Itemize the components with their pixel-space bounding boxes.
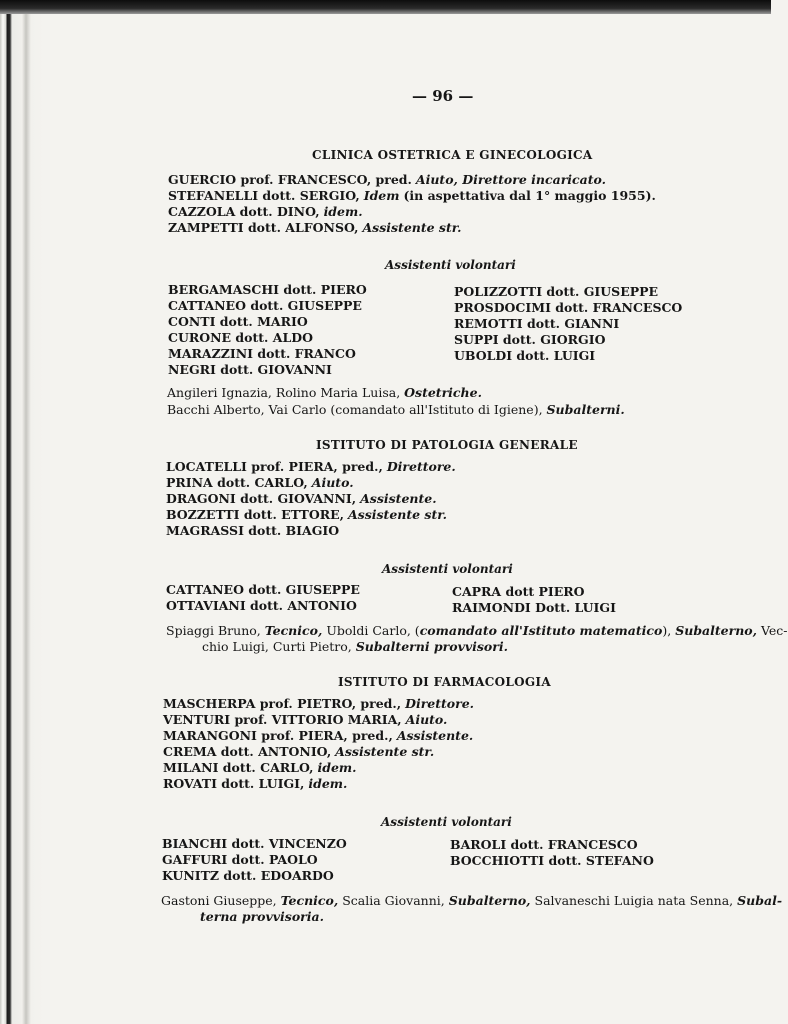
page-number: — 96 — <box>412 87 474 105</box>
volunteer-left: CURONE dott. ALDO <box>168 330 313 345</box>
volunteer-left: CONTI dott. MARIO <box>168 314 308 329</box>
volunteer-right: SUPPI dott. GIORGIO <box>454 332 606 347</box>
support-staff-note-continued: terna provvisoria. <box>200 909 324 924</box>
volunteer-left: CATTANEO dott. GIUSEPPE <box>168 298 362 313</box>
volunteer-left: CATTANEO dott. GIUSEPPE <box>166 582 360 597</box>
staff-entry: ROVATI dott. LUIGI, idem. <box>163 776 348 791</box>
volunteers-heading: Assistenti volontari <box>381 815 512 829</box>
support-staff-note: Bacchi Alberto, Vai Carlo (comandato all'Istituto di Igiene), Subalterni. <box>167 402 625 417</box>
volunteer-right: CAPRA dott PIERO <box>452 584 585 599</box>
support-staff-note: Gastoni Giuseppe, Tecnico, Scalia Giovanni, Subalterno, Salvaneschi Luigia nata Senna, Subal- <box>161 893 783 908</box>
staff-entry: ZAMPETTI dott. ALFONSO, Assistente str. <box>168 220 462 235</box>
section-heading-clinica: CLINICA OSTETRICA E GINECOLOGICA <box>312 148 593 162</box>
staff-entry: VENTURI prof. VITTORIO MARIA, Aiuto. <box>163 712 448 727</box>
section-heading-farmacologia: ISTITUTO DI FARMACOLOGIA <box>338 675 551 689</box>
volunteer-right: BAROLI dott. FRANCESCO <box>450 837 638 852</box>
support-staff-note: Angileri Ignazia, Rolino Maria Luisa, Ostetriche. <box>167 385 482 400</box>
volunteer-left: KUNITZ dott. EDOARDO <box>162 868 334 883</box>
volunteer-right: UBOLDI dott. LUIGI <box>454 348 596 363</box>
staff-entry: STEFANELLI dott. SERGIO, Idem (in aspettativa dal 1° maggio 1955). <box>168 188 656 203</box>
volunteer-left: OTTAVIANI dott. ANTONIO <box>166 598 357 613</box>
staff-entry: MASCHERPA prof. PIETRO, pred., Direttore. <box>163 696 475 711</box>
volunteer-right: PROSDOCIMI dott. FRANCESCO <box>454 300 683 315</box>
volunteer-left: BIANCHI dott. VINCENZO <box>162 836 347 851</box>
staff-entry: MARANGONI prof. PIERA, pred., Assistente. <box>163 728 474 743</box>
volunteer-left: BERGAMASCHI dott. PIERO <box>168 282 367 297</box>
scan-top-border <box>0 0 771 14</box>
staff-entry: LOCATELLI prof. PIERA, pred., Direttore. <box>166 459 456 474</box>
section-heading-patologia: ISTITUTO DI PATOLOGIA GENERALE <box>316 438 578 452</box>
staff-entry: CREMA dott. ANTONIO, Assistente str. <box>163 744 435 759</box>
volunteer-right: BOCCHIOTTI dott. STEFANO <box>450 853 654 868</box>
volunteer-left: MARAZZINI dott. FRANCO <box>168 346 356 361</box>
volunteer-right: POLIZZOTTI dott. GIUSEPPE <box>454 284 659 299</box>
volunteer-left: NEGRI dott. GIOVANNI <box>168 362 332 377</box>
volunteer-left: GAFFURI dott. PAOLO <box>162 852 318 867</box>
staff-entry: CAZZOLA dott. DINO, idem. <box>168 204 363 219</box>
staff-entry: PRINA dott. CARLO, Aiuto. <box>166 475 354 490</box>
staff-entry: BOZZETTI dott. ETTORE, Assistente str. <box>166 507 448 522</box>
volunteers-heading: Assistenti volontari <box>382 562 513 576</box>
staff-entry: MAGRASSI dott. BIAGIO <box>166 523 340 538</box>
book-binding-edge <box>0 0 44 1024</box>
support-staff-note-continued: chio Luigi, Curti Pietro, Subalterni provvisori. <box>202 639 508 654</box>
staff-entry: MILANI dott. CARLO, idem. <box>163 760 357 775</box>
volunteer-right: REMOTTI dott. GIANNI <box>454 316 620 331</box>
volunteer-right: RAIMONDI Dott. LUIGI <box>452 600 616 615</box>
volunteers-heading: Assistenti volontari <box>385 258 516 272</box>
staff-entry: GUERCIO prof. FRANCESCO, pred. Aiuto, Direttore incaricato. <box>168 172 606 187</box>
staff-entry: DRAGONI dott. GIOVANNI, Assistente. <box>166 491 437 506</box>
support-staff-note: Spiaggi Bruno, Tecnico, Uboldi Carlo, (comandato all'Istituto matematico), Subalterno, Vec- <box>166 623 788 638</box>
